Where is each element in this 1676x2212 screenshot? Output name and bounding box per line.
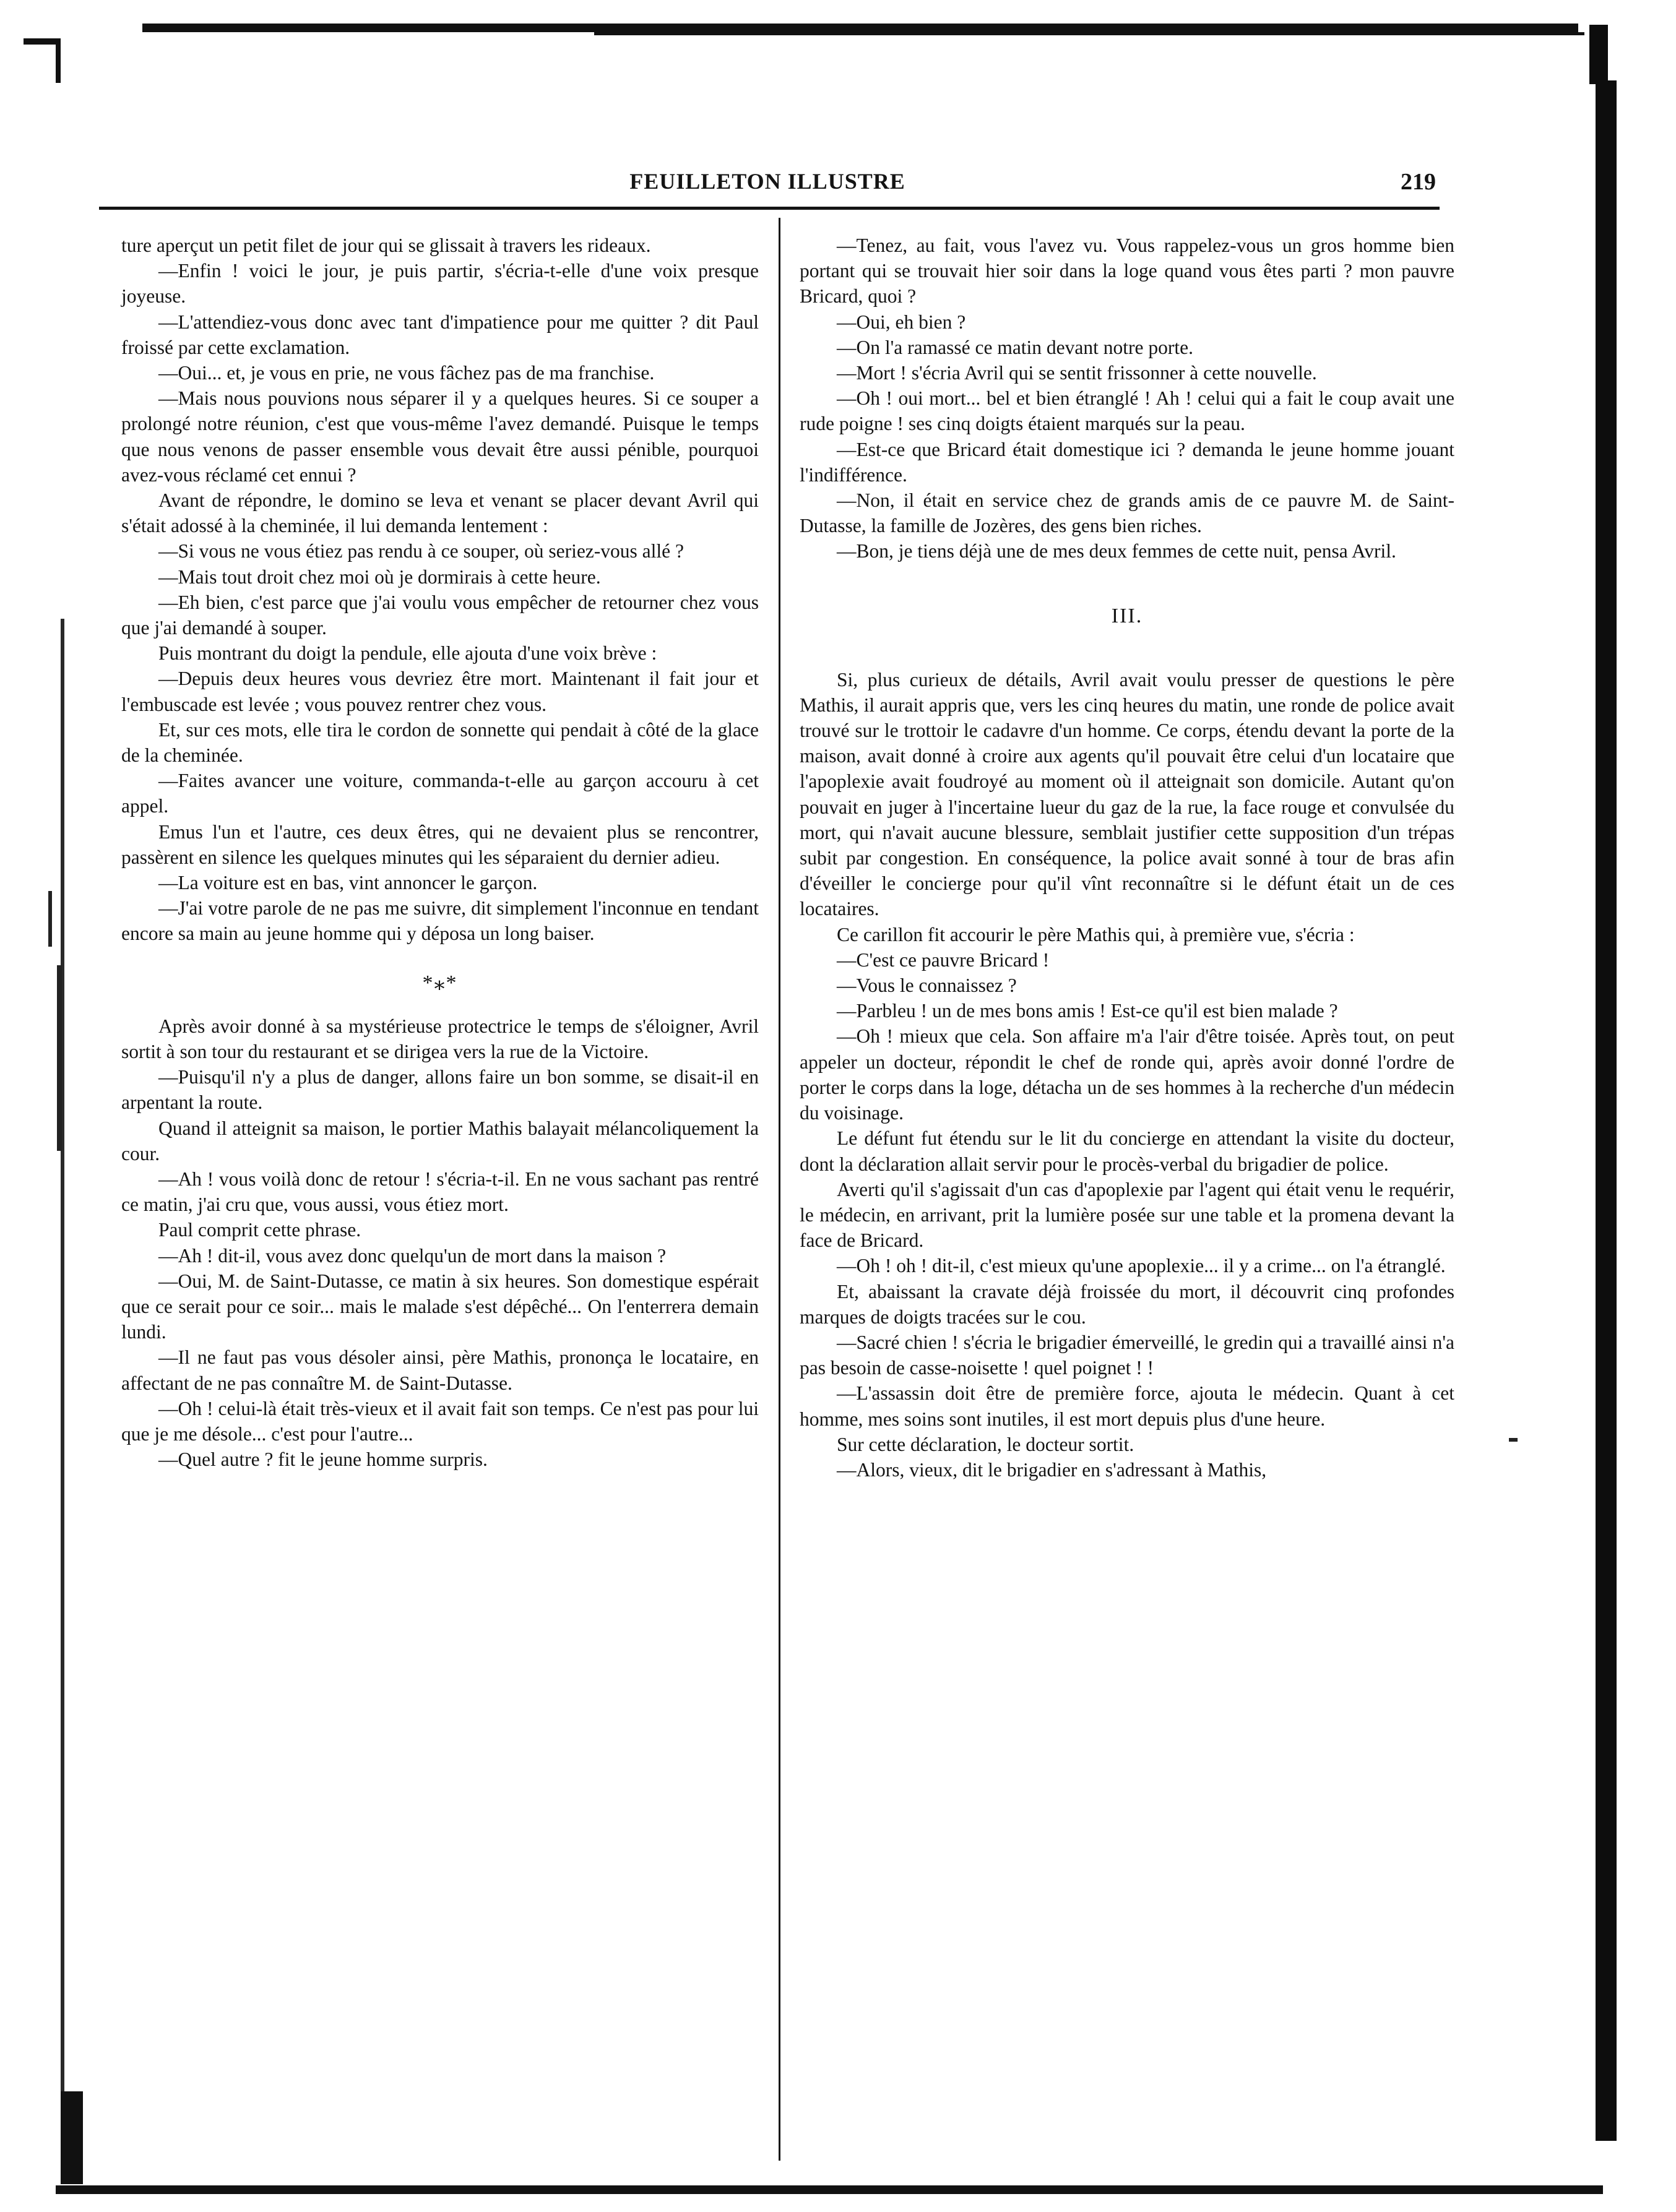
paragraph: —Oui, eh bien ?: [837, 311, 966, 333]
paragraph: —Mais tout droit chez moi où je dormirais à cette heure.: [158, 566, 601, 588]
paragraph: —Est-ce que Bricard était domestique ici ? demanda le jeune homme jouant l'indifférence.: [800, 438, 1454, 486]
paragraph: Et, sur ces mots, elle tira le cordon de sonnette qui pendait à côté de la glace de la cheminée.: [121, 718, 759, 767]
paragraph: —Depuis deux heures vous devriez être mort. Maintenant il fait jour et l'embuscade est levée ; vous pouvez rentrer chez vous.: [121, 668, 759, 715]
paragraph: —C'est ce pauvre Bricard !: [837, 949, 1050, 971]
section-heading: III.: [1111, 604, 1143, 627]
scan-speck: [57, 965, 62, 1151]
paragraph: —L'assassin doit être de première force, ajouta le médecin. Quant à cet homme, mes soins sont inutiles, il est mort depuis plus d'une heure.: [800, 1382, 1454, 1430]
page-header: [99, 166, 1436, 203]
paragraph: Et, abaissant la cravate déjà froissée du mort, il découvrit cinq profondes marques de doigts tracées sur le cou.: [800, 1280, 1454, 1328]
paragraph: —Oui, M. de Saint-Dutasse, ce matin à six heures. Son domestique espérait que ce serait pour ce soir... mais le malade s'est dépêché... On l'enterrera demain lundi.: [121, 1270, 759, 1343]
paragraph: Paul comprit cette phrase.: [158, 1219, 361, 1241]
paragraph: —Ah ! dit-il, vous avez donc quelqu'un de mort dans la maison ?: [158, 1244, 667, 1267]
scan-speck: [48, 891, 52, 947]
paragraph: —Non, il était en service chez de grands amis de ce pauvre M. de Saint-Dutasse, la famille de Jozères, des gens bien riches.: [800, 489, 1454, 537]
paragraph: —Oh ! oui mort... bel et bien étranglé ! Ah ! celui qui a fait le coup avait une rude poigne ! ses cinq doigts étaient marqués sur la peau.: [800, 387, 1454, 435]
scan-border-left-bottom: [61, 2091, 83, 2184]
scan-border-right: [1596, 80, 1617, 2141]
paragraph: —Oh ! mieux que cela. Son affaire m'a l'air d'être toisée. Après tout, on peut appeler un docteur, répondit le chef de ronde qui, après avoir donné l'ordre de porter le corps dans la loge, détacha un de ses hommes à la recherche d'un médecin du voisinage.: [800, 1025, 1454, 1124]
paragraph: —Eh bien, c'est parce que j'ai voulu vous empêcher de retourner chez vous que j'ai demandé à souper.: [121, 591, 759, 639]
paragraph: Averti qu'il s'agissait d'un cas d'apoplexie par l'agent qui était venu le requérir, le médecin, en arrivant, prit la lumière posée sur une table et la promena devant la face de Bricard.: [800, 1178, 1454, 1252]
paragraph: —Ah ! vous voilà donc de retour ! s'écria-t-il. En ne vous sachant pas rentré ce matin, j'ai cru que, vous aussi, vous étiez mort.: [121, 1168, 759, 1216]
paragraph: —Bon, je tiens déjà une de mes deux femmes de cette nuit, pensa Avril.: [837, 540, 1396, 562]
page-number: 219: [1401, 169, 1436, 195]
left-column: [121, 233, 759, 1472]
running-title: FEUILLETON ILLUSTRE: [629, 169, 905, 194]
paragraph: —Tenez, au fait, vous l'avez vu. Vous rappelez-vous un gros homme bien portant qui se trouvait hier soir dans la loge quand vous êtes parti ? mon pauvre Bricard, quoi ?: [800, 235, 1454, 308]
paragraph: ture aperçut un petit filet de jour qui se glissait à travers les rideaux.: [121, 235, 651, 256]
paragraph: —Quel autre ? fit le jeune homme surpris.: [158, 1448, 488, 1471]
scan-border-left: [61, 619, 64, 2178]
paragraph: —La voiture est en bas, vint annoncer le garçon.: [158, 872, 538, 894]
paragraph: —L'attendiez-vous donc avec tant d'impatience pour me quitter ? dit Paul froissé par cette exclamation.: [121, 311, 759, 358]
paragraph: —Faites avancer une voiture, commanda-t-elle au garçon accouru à cet appel.: [121, 770, 759, 817]
paragraph: Emus l'un et l'autre, ces deux êtres, qui ne devaient plus se rencontrer, passèrent en silence les quelques minutes qui les séparaient du dernier adieu.: [121, 820, 759, 868]
paragraph: Avant de répondre, le domino se leva et venant se placer devant Avril qui s'était adossé à la cheminée, il lui demanda lentement :: [121, 489, 759, 537]
paragraph: —Il ne faut pas vous désoler ainsi, père Mathis, prononça le locataire, en affectant de ne pas connaître M. de Saint-Dutasse.: [121, 1346, 759, 1394]
paragraph: Après avoir donné à sa mystérieuse protectrice le temps de s'éloigner, Avril sortit à son tour du restaurant et se dirigea vers la rue de la Victoire.: [121, 1015, 759, 1062]
paragraph: —J'ai votre parole de ne pas me suivre, dit simplement l'inconnue en tendant encore sa main au jeune homme qui y déposa un long baiser.: [121, 897, 759, 945]
scan-corner-mark-vertical: [56, 38, 61, 83]
paragraph: —Oh ! celui-là était très-vieux et il avait fait son temps. Ce n'est pas pour lui que je me désole... c'est pour l'autre...: [121, 1397, 759, 1445]
paragraph: —Parbleu ! un de mes bons amis ! Est-ce qu'il est bien malade ?: [837, 1000, 1338, 1022]
scan-border-bottom: [56, 2185, 1603, 2194]
scan-speck: [1509, 1438, 1518, 1442]
paragraph: Puis montrant du doigt la pendule, elle ajouta d'une voix brève :: [158, 642, 657, 665]
paragraph: —Si vous ne vous étiez pas rendu à ce souper, où seriez-vous allé ?: [158, 540, 684, 562]
section-separator: *⁎*: [422, 971, 458, 994]
header-rule: [99, 207, 1440, 210]
paragraph: —Alors, vieux, dit le brigadier en s'adressant à Mathis,: [837, 1458, 1267, 1481]
paragraph: —Sacré chien ! s'écria le brigadier émerveillé, le gredin qui a travaillé ainsi n'a pas besoin de casse-noisette ! quel poignet ! !: [800, 1331, 1454, 1379]
scan-border-top: [142, 24, 1578, 32]
scan-border-top-inner: [594, 32, 1584, 35]
paragraph: —Oui... et, je vous en prie, ne vous fâchez pas de ma franchise.: [158, 362, 655, 384]
paragraph: Quand il atteignit sa maison, le portier Mathis balayait mélancoliquement la cour.: [121, 1117, 759, 1164]
paragraph: Le défunt fut étendu sur le lit du concierge en attendant la visite du docteur, dont la déclaration allait servir pour le procès-verbal du brigadier de police.: [800, 1127, 1454, 1175]
scan-border-right-top: [1589, 25, 1608, 84]
scan-corner-mark: [24, 38, 59, 45]
right-column: [800, 233, 1454, 1483]
paragraph: —Vous le connaissez ?: [837, 975, 1017, 997]
paragraph: Sur cette déclaration, le docteur sortit.: [837, 1433, 1134, 1455]
paragraph: —Mort ! s'écria Avril qui se sentit frissonner à cette nouvelle.: [837, 362, 1317, 384]
paragraph: —Mais nous pouvions nous séparer il y a quelques heures. Si ce souper a prolongé notre réunion, c'est que vous-même l'avez demandé. Puisque le temps que nous venons de passer ensemble vous devait être aussi pénible, pourquoi avez-vous réclamé cet ennui ?: [121, 387, 759, 486]
paragraph: —Enfin ! voici le jour, je puis partir, s'écria-t-elle d'une voix presque joyeuse.: [121, 260, 759, 308]
paragraph: —On l'a ramassé ce matin devant notre porte.: [837, 336, 1193, 358]
paragraph: —Oh ! oh ! dit-il, c'est mieux qu'une apoplexie... il y a crime... on l'a étranglé.: [837, 1255, 1446, 1277]
paragraph: Ce carillon fit accourir le père Mathis qui, à première vue, s'écria :: [837, 923, 1355, 945]
column-divider: [779, 218, 780, 2161]
paragraph: —Puisqu'il n'y a plus de danger, allons faire un bon somme, se disait-il en arpentant la route.: [121, 1066, 759, 1114]
paragraph: Si, plus curieux de détails, Avril avait voulu presser de questions le père Mathis, il aurait appris que, vers les cinq heures du matin, une ronde de police avait trouvé sur le trottoir le cadavre d'un homme. Ce corps, étendu devant la porte de la maison, avait donné à croire aux agents qu'il pouvait être celui d'un locataire que l'apoplexie avait foudroyé au moment où il atteignait son domicile. Autant qu'on pouvait en juger à l'incertaine lueur du gaz de la rue, la face rouge et convulsée du mort, qui n'avait aucune blessure, semblait justifier cette supposition d'un trépas subit par congestion. En conséquence, la police avait sonné à tour de bras afin d'éveiller le concierge pour qu'il vînt reconnaître si le défunt était un de ces locataires.: [800, 668, 1454, 920]
